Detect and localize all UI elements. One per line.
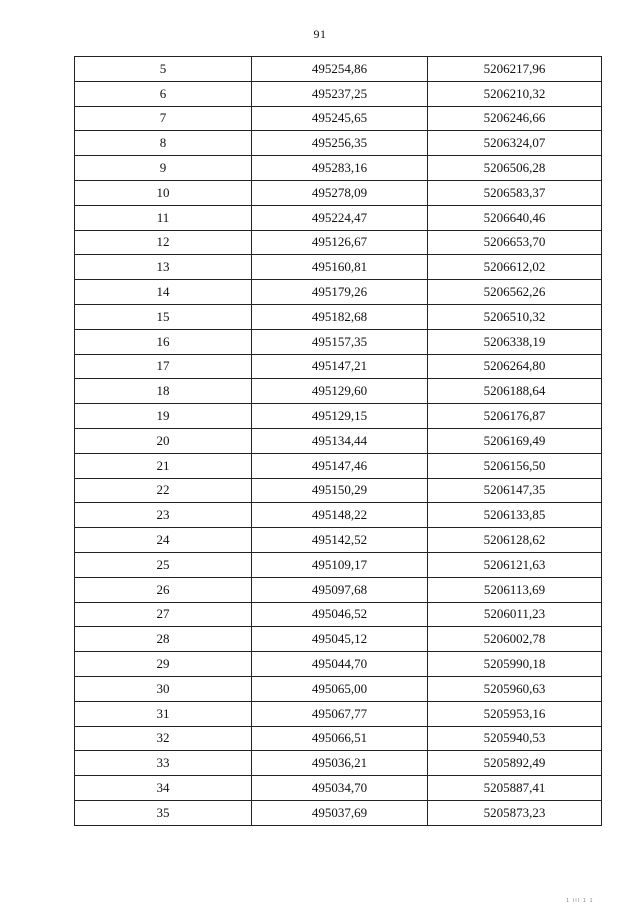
y-coordinate-cell: 5206176,87 [428, 404, 602, 429]
x-coordinate-cell: 495067,77 [252, 701, 428, 726]
point-number-cell: 21 [75, 453, 252, 478]
table-row [75, 652, 602, 677]
x-coordinate-cell: 495148,22 [252, 503, 428, 528]
point-number-cell: 5 [75, 57, 252, 82]
table-row [75, 255, 602, 280]
table-row [75, 404, 602, 429]
table-row [75, 552, 602, 577]
y-coordinate-cell: 5206011,23 [428, 602, 602, 627]
y-coordinate-cell: 5206583,37 [428, 180, 602, 205]
x-coordinate-cell: 495034,70 [252, 776, 428, 801]
y-coordinate-cell: 5206324,07 [428, 131, 602, 156]
y-coordinate-cell: 5206640,46 [428, 205, 602, 230]
point-number-cell: 31 [75, 701, 252, 726]
x-coordinate-cell: 495147,46 [252, 453, 428, 478]
table-row [75, 528, 602, 553]
point-number-cell: 19 [75, 404, 252, 429]
table-row [75, 131, 602, 156]
x-coordinate-cell: 495066,51 [252, 726, 428, 751]
y-coordinate-cell: 5206133,85 [428, 503, 602, 528]
point-number-cell: 18 [75, 379, 252, 404]
point-number-cell: 14 [75, 280, 252, 305]
table-row [75, 106, 602, 131]
y-coordinate-cell: 5205873,23 [428, 800, 602, 825]
x-coordinate-cell: 495147,21 [252, 354, 428, 379]
x-coordinate-cell: 495245,65 [252, 106, 428, 131]
y-coordinate-cell: 5205990,18 [428, 652, 602, 677]
y-coordinate-cell: 5206128,62 [428, 528, 602, 553]
point-number-cell: 16 [75, 329, 252, 354]
x-coordinate-cell: 495283,16 [252, 156, 428, 181]
y-coordinate-cell: 5206612,02 [428, 255, 602, 280]
point-number-cell: 28 [75, 627, 252, 652]
point-number-cell: 20 [75, 428, 252, 453]
table-row [75, 156, 602, 181]
x-coordinate-cell: 495237,25 [252, 81, 428, 106]
table-row [75, 503, 602, 528]
x-coordinate-cell: 495256,35 [252, 131, 428, 156]
table-row [75, 453, 602, 478]
x-coordinate-cell: 495278,09 [252, 180, 428, 205]
x-coordinate-cell: 495129,60 [252, 379, 428, 404]
table-row [75, 726, 602, 751]
table-row [75, 57, 602, 82]
table-row [75, 304, 602, 329]
point-number-cell: 27 [75, 602, 252, 627]
x-coordinate-cell: 495037,69 [252, 800, 428, 825]
point-number-cell: 12 [75, 230, 252, 255]
table-row [75, 81, 602, 106]
table-row [75, 280, 602, 305]
table-row [75, 577, 602, 602]
y-coordinate-cell: 5206246,66 [428, 106, 602, 131]
y-coordinate-cell: 5206264,80 [428, 354, 602, 379]
coordinates-table [74, 56, 602, 826]
x-coordinate-cell: 495150,29 [252, 478, 428, 503]
x-coordinate-cell: 495160,81 [252, 255, 428, 280]
point-number-cell: 32 [75, 726, 252, 751]
x-coordinate-cell: 495046,52 [252, 602, 428, 627]
y-coordinate-cell: 5206510,32 [428, 304, 602, 329]
y-coordinate-cell: 5206121,63 [428, 552, 602, 577]
table-row [75, 602, 602, 627]
table-row [75, 180, 602, 205]
y-coordinate-cell: 5206338,19 [428, 329, 602, 354]
footer-mark: 1 III 1 1 [566, 898, 594, 904]
point-number-cell: 10 [75, 180, 252, 205]
y-coordinate-cell: 5206156,50 [428, 453, 602, 478]
table-row [75, 329, 602, 354]
x-coordinate-cell: 495182,68 [252, 304, 428, 329]
table-row [75, 379, 602, 404]
x-coordinate-cell: 495044,70 [252, 652, 428, 677]
point-number-cell: 17 [75, 354, 252, 379]
table-row [75, 751, 602, 776]
x-coordinate-cell: 495129,15 [252, 404, 428, 429]
x-coordinate-cell: 495126,67 [252, 230, 428, 255]
table-row [75, 676, 602, 701]
table-row [75, 478, 602, 503]
table-row [75, 800, 602, 825]
y-coordinate-cell: 5205953,16 [428, 701, 602, 726]
point-number-cell: 30 [75, 676, 252, 701]
point-number-cell: 29 [75, 652, 252, 677]
page-number: 91 [313, 27, 327, 41]
x-coordinate-cell: 495036,21 [252, 751, 428, 776]
y-coordinate-cell: 5206562,26 [428, 280, 602, 305]
table-row [75, 627, 602, 652]
y-coordinate-cell: 5206002,78 [428, 627, 602, 652]
table-row [75, 701, 602, 726]
point-number-cell: 26 [75, 577, 252, 602]
y-coordinate-cell: 5205940,53 [428, 726, 602, 751]
coordinates-table-body [75, 57, 602, 826]
x-coordinate-cell: 495065,00 [252, 676, 428, 701]
x-coordinate-cell: 495179,26 [252, 280, 428, 305]
y-coordinate-cell: 5205887,41 [428, 776, 602, 801]
table-row [75, 230, 602, 255]
x-coordinate-cell: 495097,68 [252, 577, 428, 602]
table-row [75, 428, 602, 453]
point-number-cell: 25 [75, 552, 252, 577]
point-number-cell: 11 [75, 205, 252, 230]
x-coordinate-cell: 495157,35 [252, 329, 428, 354]
y-coordinate-cell: 5206113,69 [428, 577, 602, 602]
x-coordinate-cell: 495224,47 [252, 205, 428, 230]
y-coordinate-cell: 5205892,49 [428, 751, 602, 776]
y-coordinate-cell: 5206147,35 [428, 478, 602, 503]
table-row [75, 354, 602, 379]
y-coordinate-cell: 5206653,70 [428, 230, 602, 255]
y-coordinate-cell: 5205960,63 [428, 676, 602, 701]
point-number-cell: 13 [75, 255, 252, 280]
y-coordinate-cell: 5206188,64 [428, 379, 602, 404]
table-row [75, 205, 602, 230]
point-number-cell: 6 [75, 81, 252, 106]
point-number-cell: 15 [75, 304, 252, 329]
y-coordinate-cell: 5206210,32 [428, 81, 602, 106]
x-coordinate-cell: 495142,52 [252, 528, 428, 553]
y-coordinate-cell: 5206169,49 [428, 428, 602, 453]
table-row [75, 776, 602, 801]
x-coordinate-cell: 495109,17 [252, 552, 428, 577]
x-coordinate-cell: 495254,86 [252, 57, 428, 82]
point-number-cell: 8 [75, 131, 252, 156]
point-number-cell: 9 [75, 156, 252, 181]
point-number-cell: 22 [75, 478, 252, 503]
point-number-cell: 23 [75, 503, 252, 528]
y-coordinate-cell: 5206217,96 [428, 57, 602, 82]
point-number-cell: 34 [75, 776, 252, 801]
x-coordinate-cell: 495134,44 [252, 428, 428, 453]
point-number-cell: 24 [75, 528, 252, 553]
point-number-cell: 7 [75, 106, 252, 131]
point-number-cell: 33 [75, 751, 252, 776]
y-coordinate-cell: 5206506,28 [428, 156, 602, 181]
x-coordinate-cell: 495045,12 [252, 627, 428, 652]
point-number-cell: 35 [75, 800, 252, 825]
